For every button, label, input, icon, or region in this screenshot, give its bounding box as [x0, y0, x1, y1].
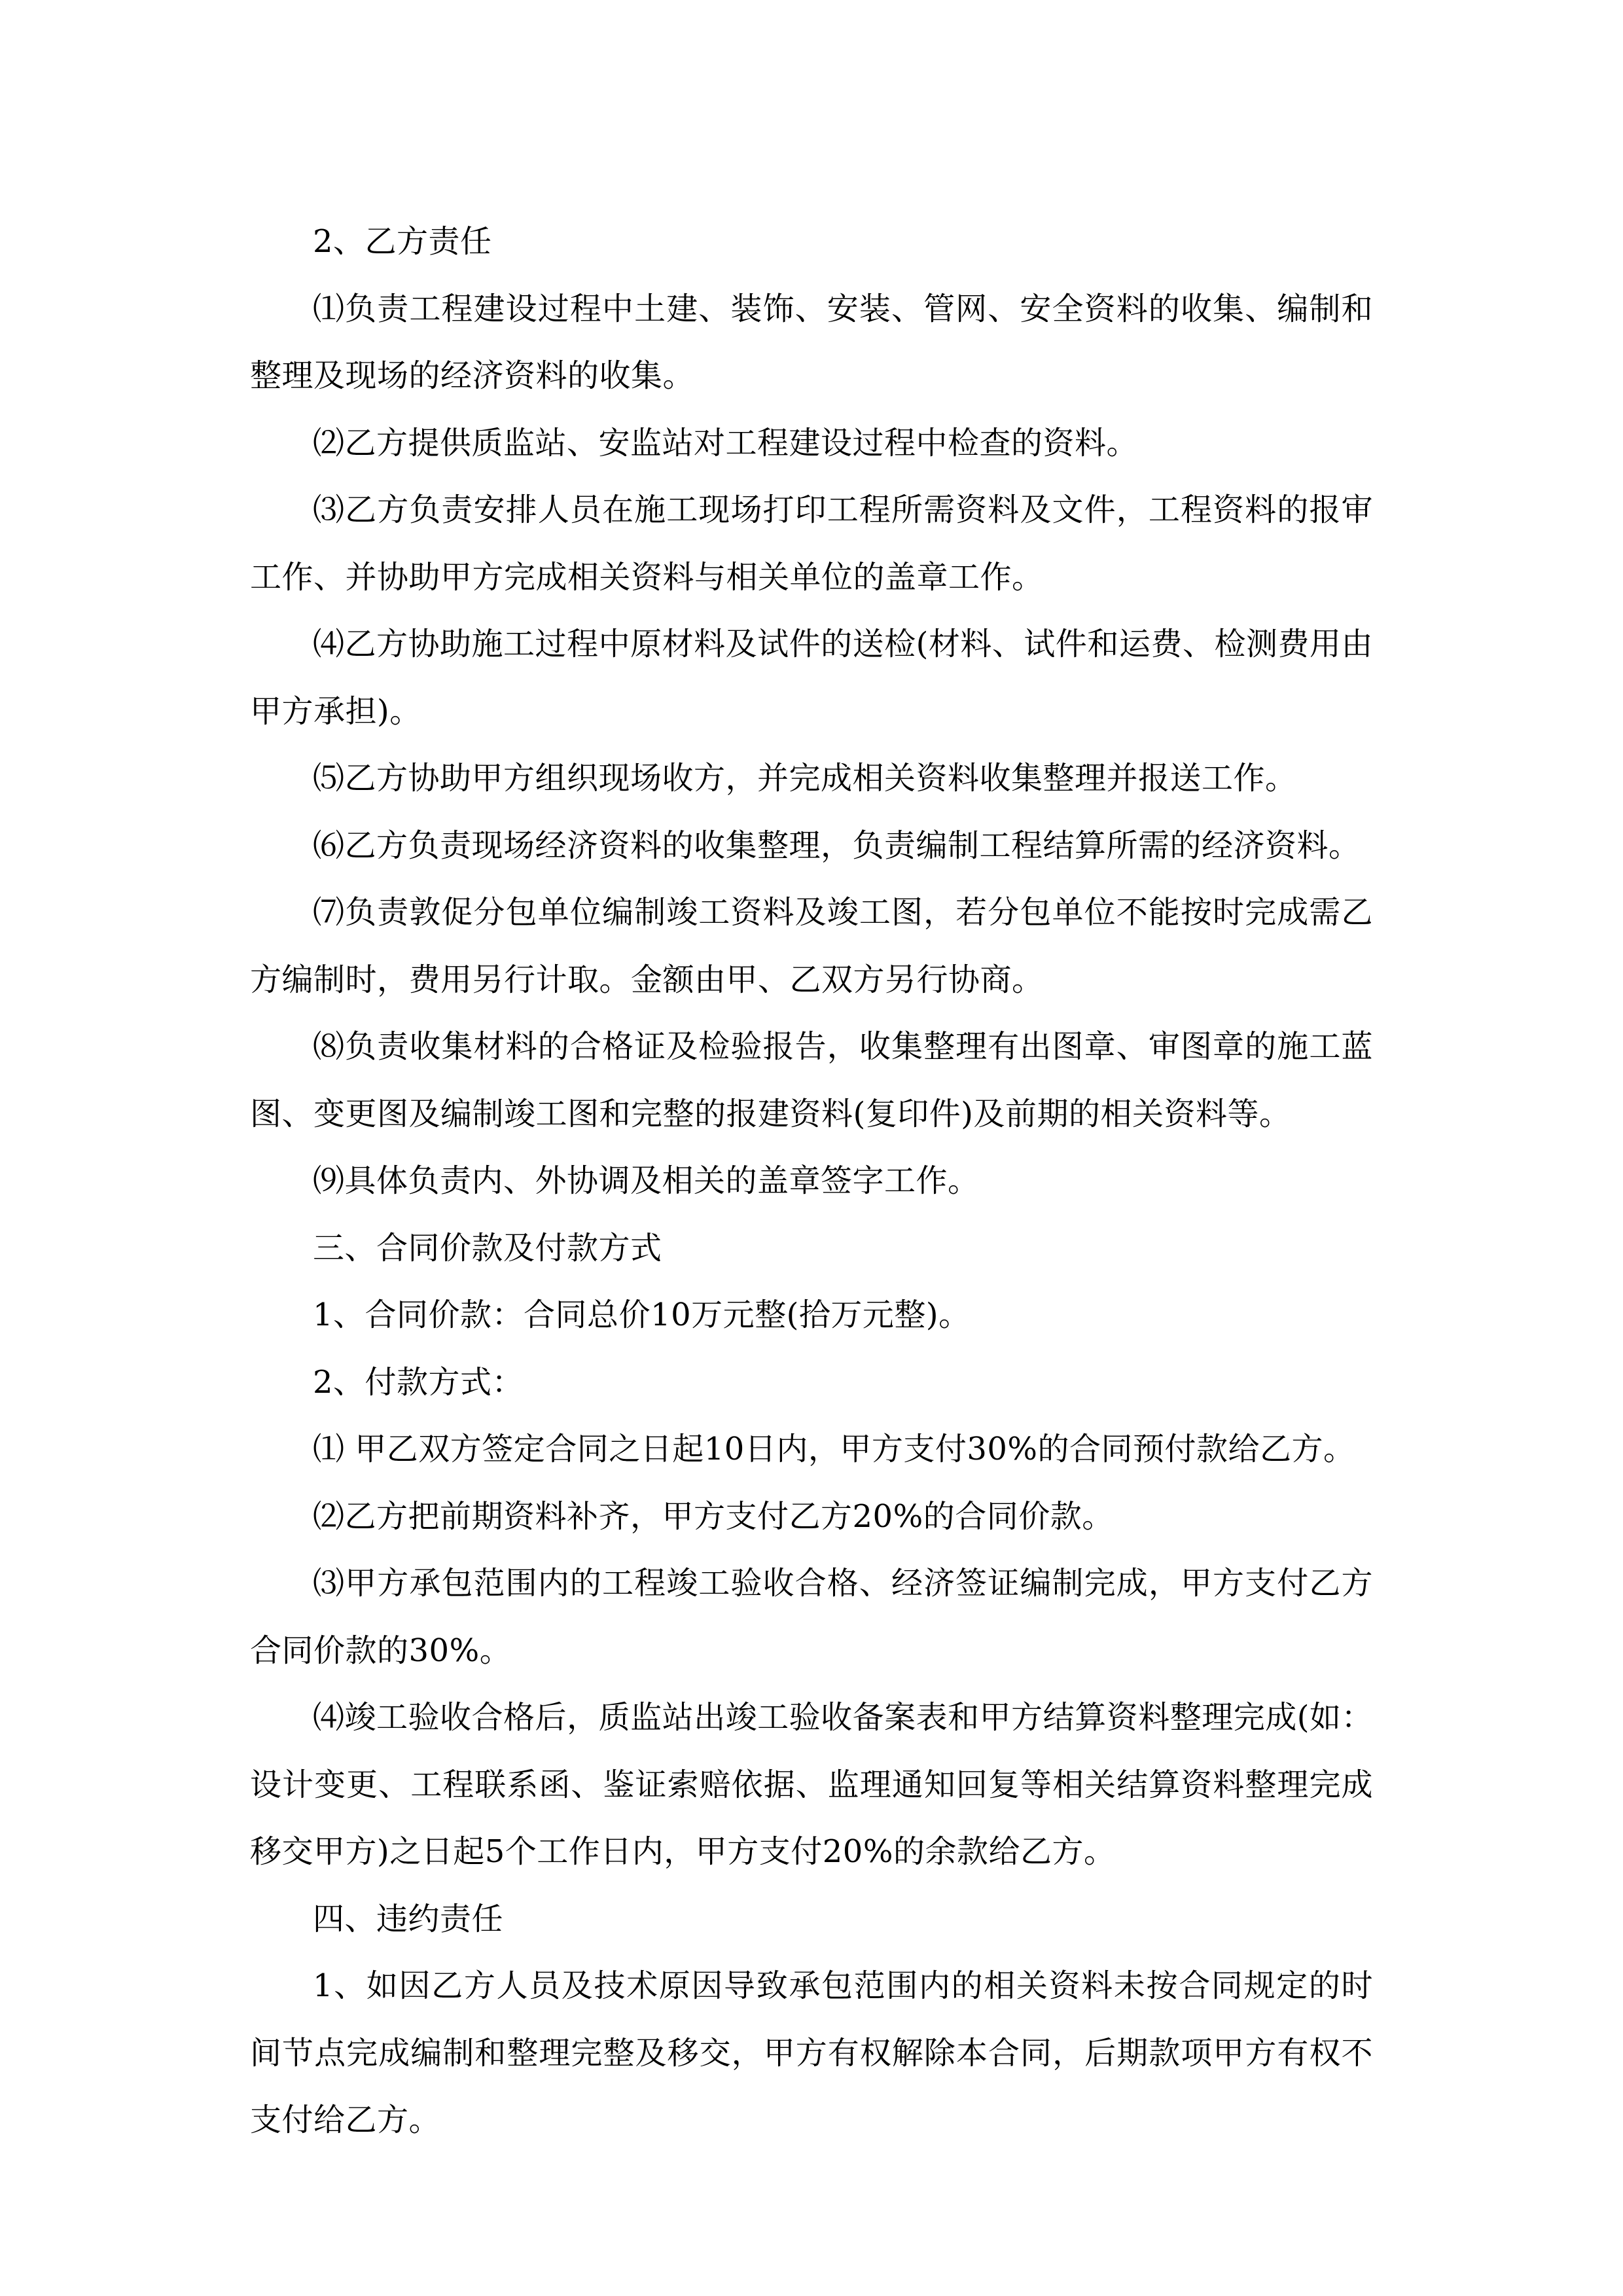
paragraph: ⑵乙方把前期资料补齐，甲方支付乙方20%的合同价款。: [313, 1498, 1114, 1535]
paragraph: ⑵乙方提供质监站、安监站对工程建设过程中检查的资料。: [313, 424, 1139, 461]
paragraph: ⑶乙方负责安排人员在施工现场打印工程所需资料及文件，工程资料的报审工作、并协助甲方完成相关资料与相关单位的盖章工作。: [250, 492, 1373, 596]
paragraph: ⑺负责敦促分包单位编制竣工资料及竣工图，若分包单位不能按时完成需乙方编制时，费用另行计取。金额由甲、乙双方另行协商。: [250, 894, 1373, 998]
paragraph: 2、付款方式：: [313, 1363, 524, 1401]
section-heading: 四、违约责任: [313, 1900, 504, 1937]
paragraph: ⑴负责工程建设过程中土建、装饰、安装、管网、安全资料的收集、编制和整理及现场的经济资料的收集。: [250, 290, 1373, 394]
paragraph: ⑴ 甲乙双方签定合同之日起10日内，甲方支付30%的合同预付款给乙方。: [313, 1431, 1355, 1467]
paragraph: ⑷乙方协助施工过程中原材料及试件的送检(材料、试件和运费、检测费用由甲方承担)。: [250, 626, 1373, 730]
document-body: [250, 208, 1373, 2154]
paragraph: ⑷竣工验收合格后，质监站出竣工验收备案表和甲方结算资料整理完成(如：设计变更、工程联系函、鉴证索赔依据、监理通知回复等相关结算资料整理完成移交甲方)之日起5个工作日内，甲方支付20%的余款给乙方。: [250, 1699, 1373, 1870]
paragraph: 1、如因乙方人员及技术原因导致承包范围内的相关资料未按合同规定的时间节点完成编制和整理完整及移交，甲方有权解除本合同，后期款项甲方有权不支付给乙方。: [250, 1967, 1373, 2138]
paragraph: ⑹乙方负责现场经济资料的收集整理，负责编制工程结算所需的经济资料。: [313, 827, 1361, 864]
paragraph: ⑶甲方承包范围内的工程竣工验收合格、经济签证编制完成，甲方支付乙方合同价款的30%。: [250, 1565, 1373, 1669]
paragraph: ⑻负责收集材料的合格证及检验报告，收集整理有出图章、审图章的施工蓝图、变更图及编制竣工图和完整的报建资料(复印件)及前期的相关资料等。: [250, 1028, 1373, 1132]
paragraph: ⑸乙方协助甲方组织现场收方，并完成相关资料收集整理并报送工作。: [313, 760, 1297, 797]
paragraph: 1、合同价款：合同总价10万元整(拾万元整)。: [313, 1297, 971, 1333]
section-heading: 三、合同价款及付款方式: [313, 1229, 662, 1266]
paragraph: ⑼具体负责内、外协调及相关的盖章签字工作。: [313, 1162, 980, 1199]
paragraph: 2、乙方责任: [313, 223, 492, 260]
